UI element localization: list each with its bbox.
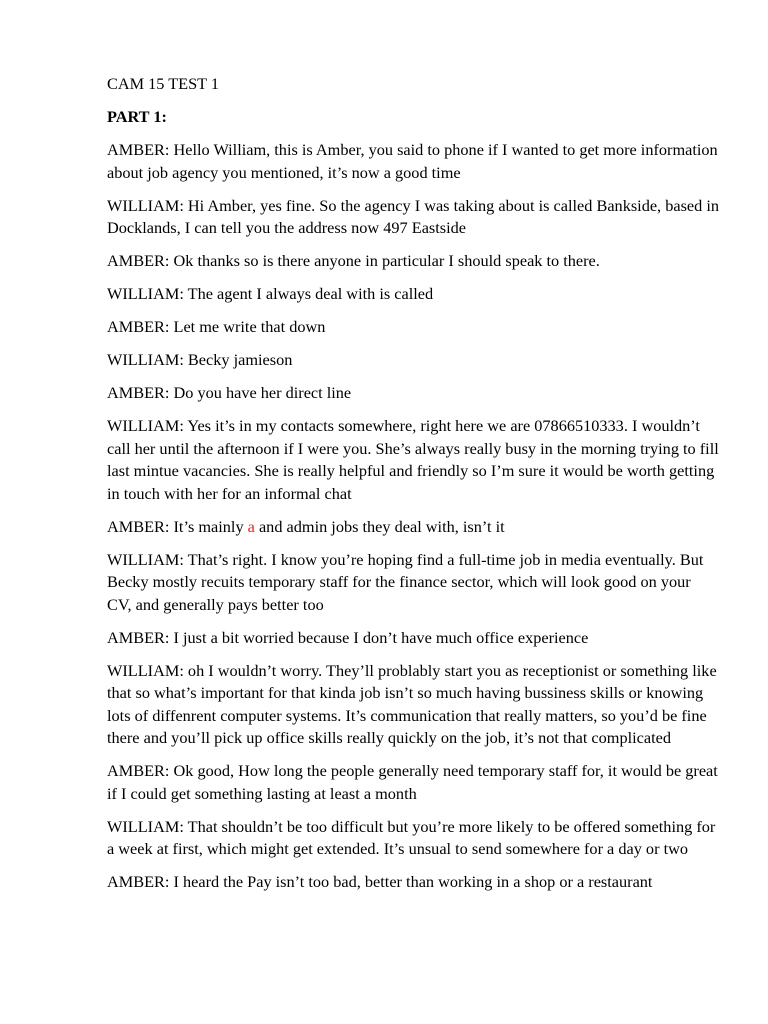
transcript-line-highlighted [107, 516, 719, 539]
transcript-line: WILLIAM: The agent I always deal with is called [107, 284, 434, 303]
document-title: CAM 15 TEST 1 [107, 74, 220, 93]
highlighted-word: a [247, 516, 255, 536]
transcript-line: AMBER: Do you have her direct line [107, 383, 352, 402]
line-text-before: AMBER: It’s mainly [107, 516, 248, 536]
transcript-line: WILLIAM: oh I wouldn’t worry. They’ll problably start you as receptionist or something like that so what’s important for that kinda job isn’t so much having bussiness skills or knowing lots of diffenrent computer systems. It’s communication that really matters, so you’d be fine there and you’ll pick up office skills really quickly on the job, it’s not that complicated [107, 660, 717, 747]
transcript-line: WILLIAM: That shouldn’t be too difficult but you’re more likely to be offered something for a week at first, which might get extended. It’s unsual to send somewhere for a day or two [107, 816, 716, 858]
transcript-line: AMBER: I just a bit worried because I don’t have much office experience [107, 627, 589, 647]
transcript-line: WILLIAM: Yes it’s in my contacts somewhere, right here we are 07866510333. I wouldn’t call her until the afternoon if I were you. She’s always really busy in the morning trying to fill last mintue vacancies. She is really helpful and friendly so I’m sure it would be worth getting in touch with her for an informal chat [107, 416, 719, 503]
transcript-line: AMBER: Hello William, this is Amber, you said to phone if I wanted to get more information about job agency you mentioned, it’s now a good time [107, 140, 718, 182]
part-heading: PART 1: [107, 107, 167, 126]
transcript-line: AMBER: I heard the Pay isn’t too bad, better than working in a shop or a restaurant [107, 872, 653, 891]
document-page [107, 73, 719, 904]
transcript-line: WILLIAM: Becky jamieson [107, 350, 293, 369]
transcript-line: AMBER: Ok thanks so is there anyone in particular I should speak to there. [107, 251, 600, 270]
transcript-line: WILLIAM: That’s right. I know you’re hoping find a full-time job in media eventually. But Becky mostly recuits temporary staff for the finance sector, which will look good on your CV, and generally pays better too [107, 549, 704, 614]
transcript-line: AMBER: Ok good, How long the people generally need temporary staff for, it would be great if I could get something lasting at least a month [107, 761, 718, 803]
transcript-line: AMBER: Let me write that down [107, 317, 326, 336]
line-text-after: and admin jobs they deal with, isn’t it [254, 516, 505, 536]
transcript-line: WILLIAM: Hi Amber, yes fine. So the agency I was taking about is called Bankside, based in Docklands, I can tell you the address now 497 Eastside [107, 195, 720, 237]
